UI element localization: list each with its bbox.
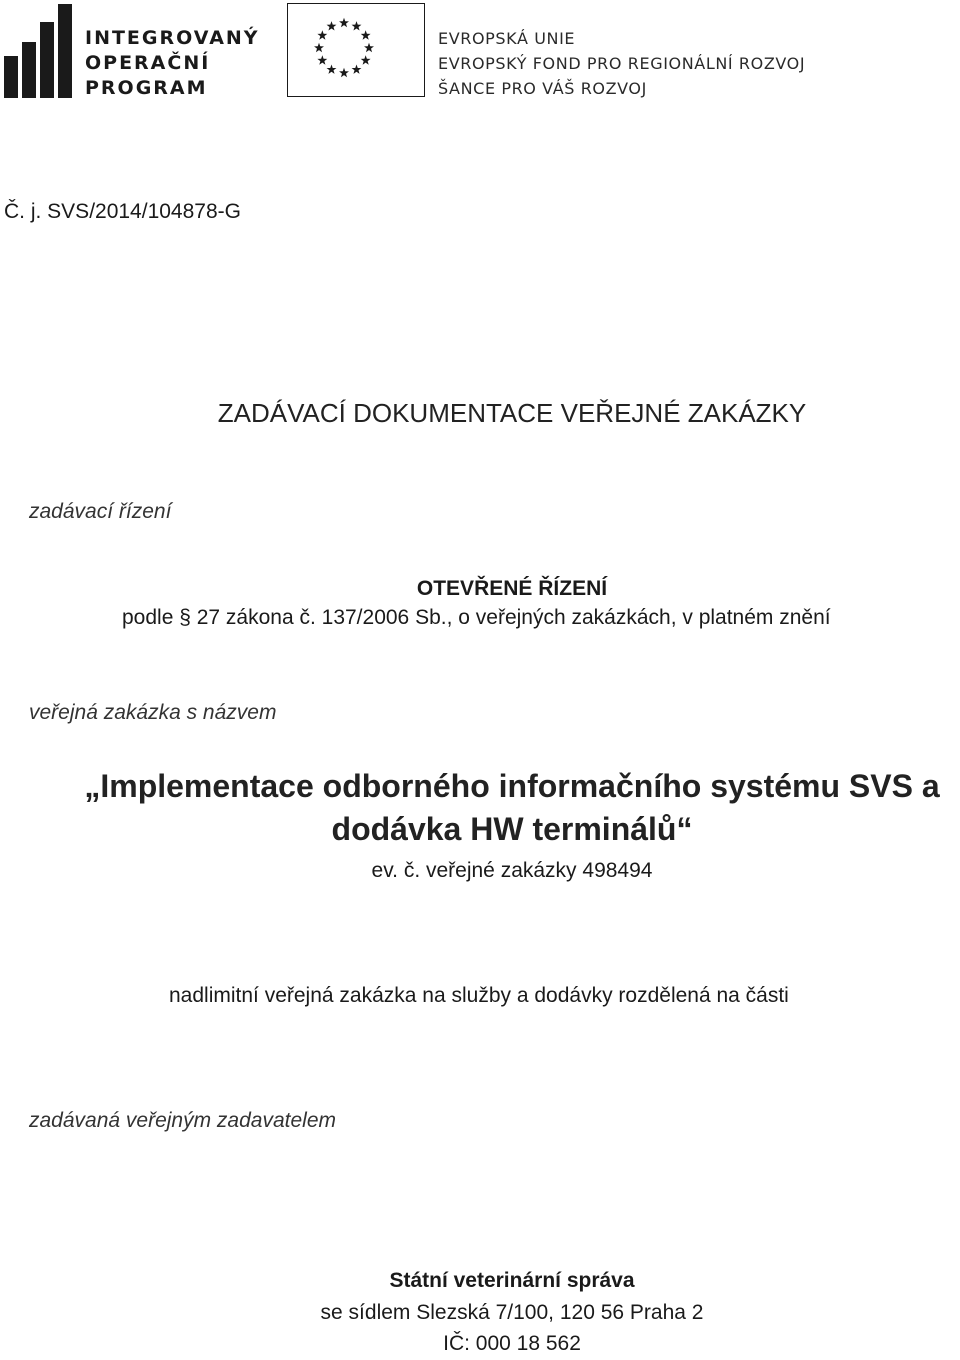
legal-basis: podle § 27 zákona č. 137/2006 Sb., o veřejných zakázkách, v platném znění: [122, 606, 831, 629]
iop-logo-line: OPERAČNÍ: [85, 52, 211, 74]
procedure-label: zadávací řízení: [29, 500, 172, 523]
eu-logo-line: EVROPSKÝ FOND PRO REGIONÁLNÍ ROZVOJ: [438, 54, 806, 73]
contract-kind: nadlimitní veřejná zakázka na služby a dodávky rozdělená na části: [169, 984, 789, 1007]
eu-logo-line: ŠANCE PRO VÁŠ ROZVOJ: [438, 79, 647, 98]
eu-star-icon: [317, 30, 327, 39]
eu-star-icon: [327, 64, 337, 73]
eu-star-icon: [327, 21, 337, 30]
procedure-type: OTEVŘENÉ ŘÍZENÍ: [416, 577, 608, 600]
contract-name: [0, 765, 960, 851]
eu-star-icon: [339, 68, 349, 77]
iop-logo-line: PROGRAM: [85, 77, 208, 99]
eu-star-icon: [361, 55, 371, 64]
authority-ic: IČ: 000 18 562: [443, 1332, 581, 1355]
contract-name-line: dodávka HW terminálů“: [331, 811, 693, 847]
document-title: ZADÁVACÍ DOKUMENTACE VEŘEJNÉ ZAKÁZKY: [217, 398, 807, 428]
eu-logo-line: EVROPSKÁ UNIE: [438, 29, 576, 48]
eu-star-icon: [339, 18, 349, 27]
eu-star-icon: [314, 43, 324, 52]
eu-star-icon: [352, 21, 362, 30]
authority-label: zadávaná veřejným zadavatelem: [29, 1109, 337, 1132]
eu-star-icon: [361, 30, 371, 39]
authority-name: Státní veterinární správa: [389, 1269, 635, 1292]
eu-star-icon: [317, 55, 327, 64]
contract-number: ev. č. veřejné zakázky 498494: [371, 859, 653, 882]
contract-name-line: „Implementace odborného informačního systému SVS a: [84, 768, 940, 804]
iop-logo-line: INTEGROVANÝ: [85, 27, 260, 49]
authority-address: se sídlem Slezská 7/100, 120 56 Praha 2: [320, 1300, 704, 1324]
eu-logo-text: [438, 26, 805, 101]
contracting-authority: [0, 1265, 960, 1360]
iop-logo: [4, 4, 260, 99]
eu-stars-icon: [288, 4, 423, 95]
reference-number: Č. j. SVS/2014/104878-G: [4, 200, 241, 223]
iop-bars-icon: [4, 4, 76, 98]
iop-logo-text: [85, 26, 260, 101]
eu-flag: [287, 3, 425, 97]
contract-name-label: veřejná zakázka s názvem: [29, 701, 277, 724]
eu-star-icon: [364, 43, 374, 52]
eu-star-icon: [352, 64, 362, 73]
